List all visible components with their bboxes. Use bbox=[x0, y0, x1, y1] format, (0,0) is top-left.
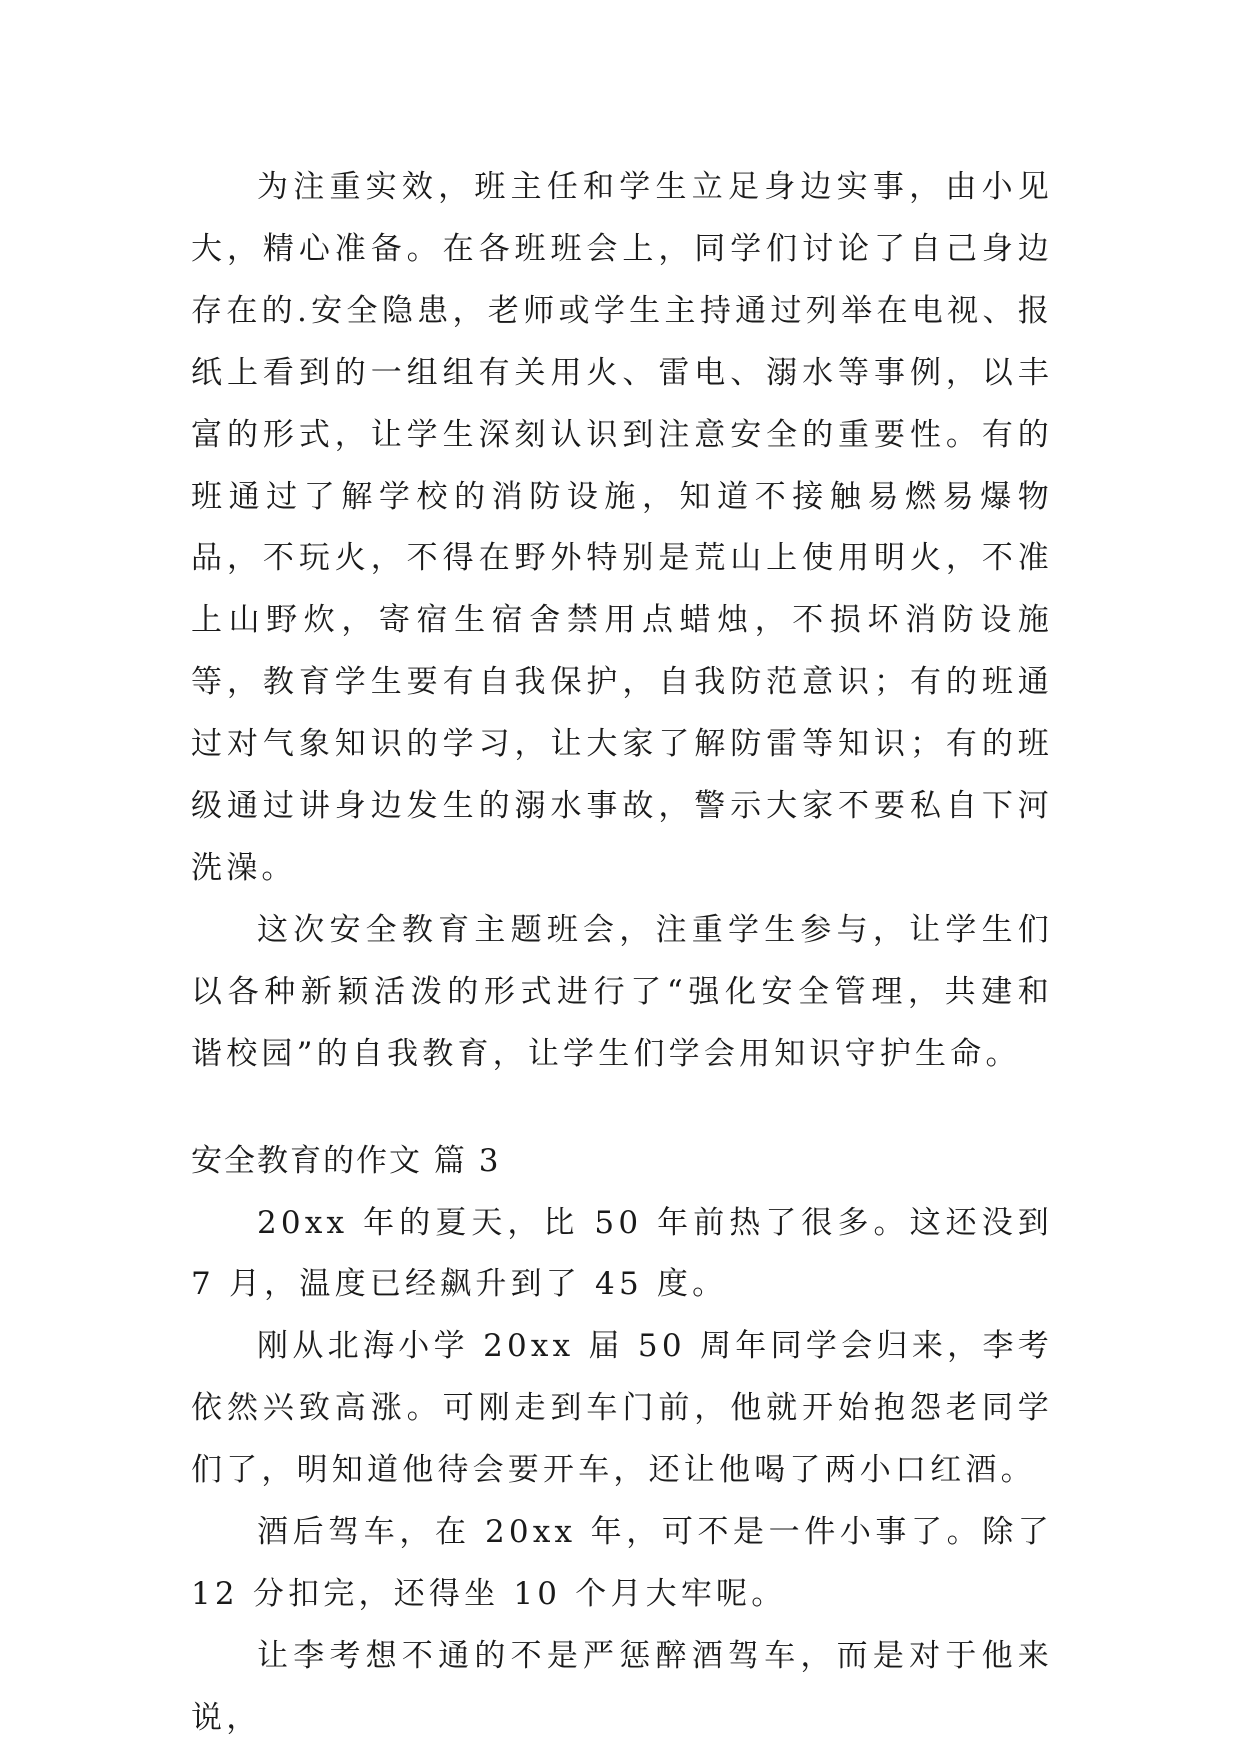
paragraph-drunk-driving: 酒后驾车，在 20xx 年，可不是一件小事了。除了 12 分扣完，还得坐 10 个月大牢呢。 bbox=[191, 1514, 1053, 1612]
document-body bbox=[191, 157, 1053, 1750]
paragraph-class-meeting-details: 为注重实效，班主任和学生立足身边实事，由小见大，精心准备。在各班班会上，同学们讨论了自己身边存在的.安全隐患，老师或学生主持通过列举在电视、报纸上看到的一组组有关用火、雷电、溺水等事例，以丰富的形式，让学生深刻认识到注意安全的重要性。有的班通过了解学校的消防设施，知道不接触易燃易爆物品，不玩火，不得在野外特别是荒山上使用明火，不准上山野炊，寄宿生宿舍禁用点蜡烛，不损坏消防设施等，教育学生要有自我保护，自我防范意识；有的班通过对气象知识的学习，让大家了解防雷等知识；有的班级通过讲身边发生的溺水事故，警示大家不要私自下河洗澡。 bbox=[191, 169, 1053, 886]
paragraph-li-kao-thoughts: 让李考想不通的不是严惩醉酒驾车，而是对于他来说， bbox=[191, 1637, 1053, 1736]
paragraph-summer-heat: 20xx 年的夏天，比 50 年前热了很多。这还没到 7 月，温度已经飙升到了 45 度。 bbox=[191, 1204, 1053, 1303]
paragraph-class-meeting-summary: 这次安全教育主题班会，注重学生参与，让学生们以各种新颖活泼的形式进行了“强化安全管理，共建和谐校园”的自我教育，让学生们学会用知识守护生命。 bbox=[191, 911, 1053, 1072]
section-heading: 安全教育的作文 篇 3 bbox=[191, 1142, 501, 1179]
paragraph-reunion: 刚从北海小学 20xx 届 50 周年同学会归来，李考依然兴致高涨。可刚走到车门前，他就开始抱怨老同学们了，明知道他待会要开车，还让他喝了两小口红酒。 bbox=[191, 1328, 1053, 1489]
